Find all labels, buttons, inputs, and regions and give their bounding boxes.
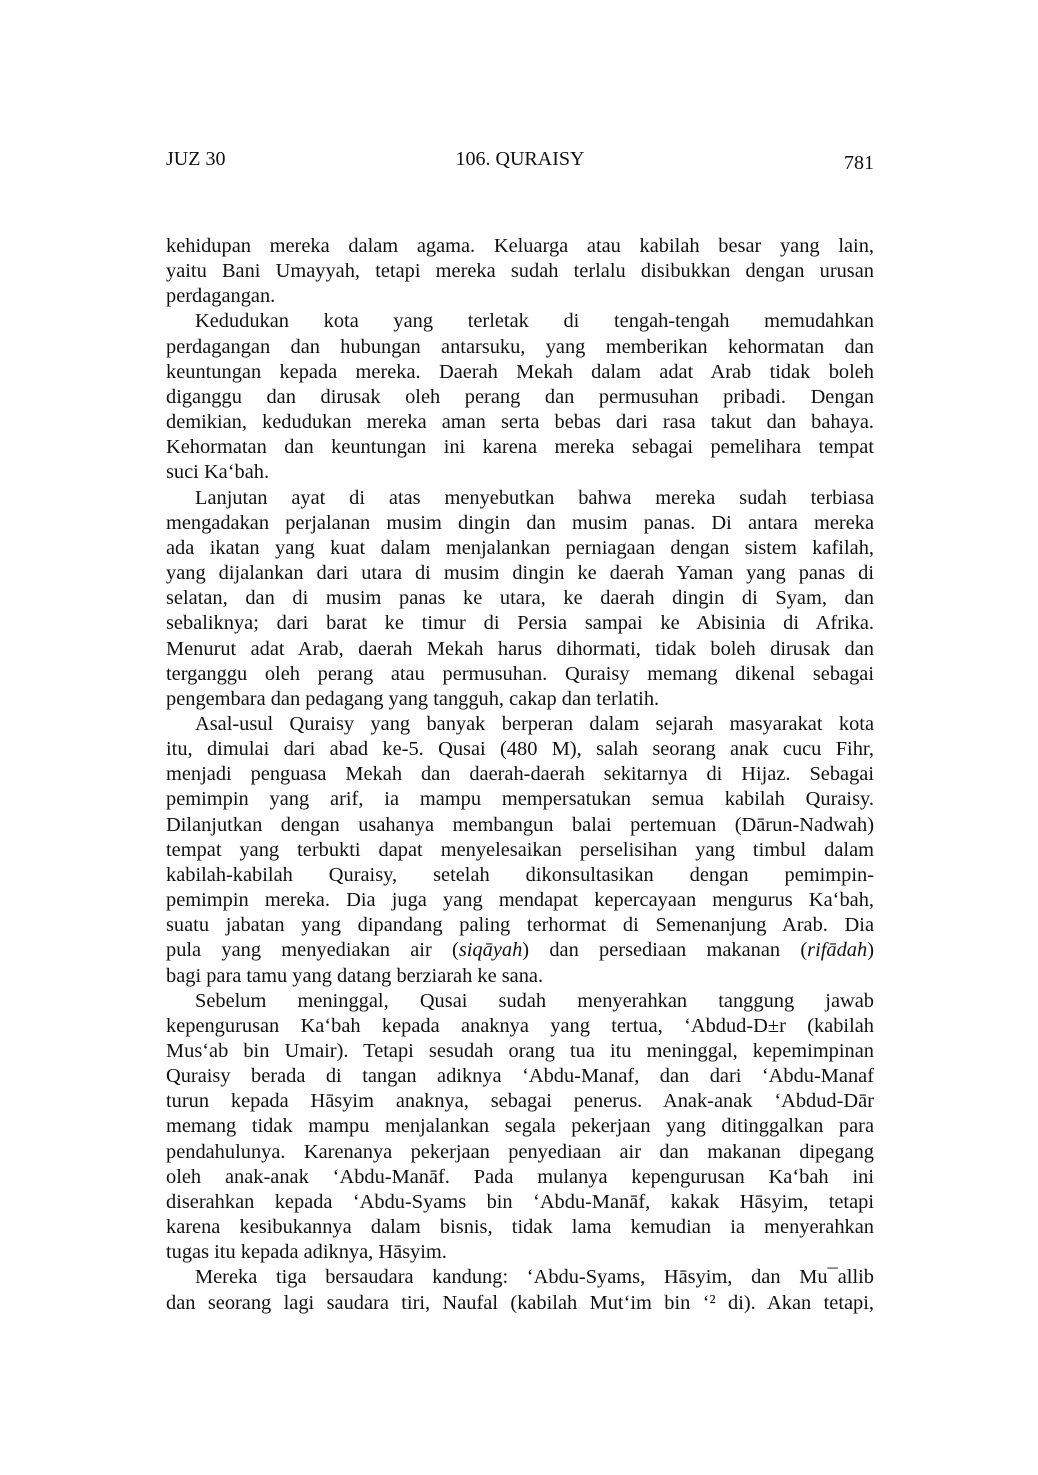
text-line: Dilanjutkan dengan usahanya membangun balai pertemuan (Dārun-Nadwah): [166, 813, 874, 836]
text-line: tempat yang terbukti dapat menyelesaikan perselisihan yang timbul dalam: [166, 838, 874, 861]
juz-label: JUZ 30: [166, 148, 226, 170]
text-line: pendahulunya. Karenanya pekerjaan penyediaan air dan makanan dipegang: [166, 1140, 874, 1163]
text-line: terganggu oleh perang atau permusuhan. Quraisy memang dikenal sebagai: [166, 662, 874, 685]
text-line: memang tidak mampu menjalankan segala pekerjaan yang ditinggalkan para: [166, 1115, 874, 1138]
text-line: Asal-usul Quraisy yang banyak berperan dalam sejarah masyarakat kota: [195, 712, 874, 735]
chapter-title: 106. QURAISY: [455, 148, 585, 170]
text-line: ada ikatan yang kuat dalam menjalankan perniagaan dengan sistem kafilah,: [166, 536, 874, 559]
text-line: Kehormatan dan keuntungan ini karena mereka sebagai pemelihara tempat: [166, 436, 874, 459]
text-line: pengembara dan pedagang yang tangguh, cakap dan terlatih.: [166, 687, 660, 710]
text-line: suci Ka‘bah.: [166, 461, 270, 484]
text-line: Mus‘ab bin Umair). Tetapi sesudah orang tua itu meninggal, kepemimpinan: [166, 1040, 874, 1062]
text-line: menjadi penguasa Mekah dan daerah-daerah sekitarnya di Hijaz. Sebagai: [166, 763, 874, 786]
text-line: bagi para tamu yang datang berziarah ke sana.: [166, 964, 544, 987]
text-line: kehidupan mereka dalam agama. Keluarga atau kabilah besar yang lain,: [166, 235, 874, 257]
text-line: yang dijalankan dari utara di musim dingin ke daerah Yaman yang panas di: [166, 562, 874, 585]
italic-term: rifādah: [807, 939, 868, 962]
body-text: [166, 234, 874, 1316]
text-line: kepengurusan Ka‘bah kepada anaknya yang tertua, ‘Abdud-D±r (kabilah: [166, 1014, 874, 1037]
text-line: Lanjutan ayat di atas menyebutkan bahwa mereka sudah terbiasa: [195, 486, 874, 509]
text-line: Kedudukan kota yang terletak di tengah-tengah memudahkan: [195, 310, 874, 333]
text-line: demikian, kedudukan mereka aman serta bebas dari rasa takut dan bahaya.: [166, 411, 874, 434]
text-line: pula yang menyediakan air (siqāyah) dan persediaan makanan (rifādah): [166, 939, 874, 962]
text-line: mengadakan perjalanan musim dingin dan musim panas. Di antara mereka: [166, 511, 874, 534]
text-line: Sebelum meninggal, Qusai sudah menyerahkan tanggung jawab: [195, 989, 874, 1012]
text-line: perdagangan dan hubungan antarsuku, yang memberikan kehormatan dan: [166, 335, 874, 358]
running-header: [166, 146, 874, 176]
text-line: pemimpin mereka. Dia juga yang mendapat kepercayaan mengurus Ka‘bah,: [166, 889, 874, 912]
text-line: yaitu Bani Umayyah, tetapi mereka sudah terlalu disibukkan dengan urusan: [166, 260, 874, 283]
text-line: selatan, dan di musim panas ke utara, ke daerah dingin di Syam, dan: [166, 587, 874, 610]
page-number: 781: [844, 152, 874, 174]
text-line: pemimpin yang arif, ia mampu mempersatukan semua kabilah Quraisy.: [166, 788, 874, 811]
text-line: perdagangan.: [166, 285, 276, 308]
text-line: oleh anak-anak ‘Abdu-Manāf. Pada mulanya kepengurusan Ka‘bah ini: [166, 1165, 874, 1188]
text-line: Menurut adat Arab, daerah Mekah harus dihormati, tidak boleh dirusak dan: [166, 637, 874, 660]
text-line: sebaliknya; dari barat ke timur di Persia sampai ke Abisinia di Afrika.: [166, 612, 874, 635]
text-line: Quraisy berada di tangan adiknya ‘Abdu-Manaf, dan dari ‘Abdu-Manaf: [166, 1065, 874, 1088]
text-line: turun kepada Hāsyim anaknya, sebagai penerus. Anak-anak ‘Abdud-Dār: [166, 1090, 874, 1113]
text-line: tugas itu kepada adiknya, Hāsyim.: [166, 1241, 447, 1264]
text-line: suatu jabatan yang dipandang paling terhormat di Semenanjung Arab. Dia: [166, 914, 874, 937]
text-line: keuntungan kepada mereka. Daerah Mekah dalam adat Arab tidak boleh: [166, 360, 874, 383]
text-line: kabilah-kabilah Quraisy, setelah dikonsultasikan dengan pemimpin-: [166, 863, 874, 886]
text-line: diganggu dan dirusak oleh perang dan permusuhan pribadi. Dengan: [166, 385, 874, 408]
text-line: dan seorang lagi saudara tiri, Naufal (kabilah Mut‘im bin ‘² di). Akan tetapi,: [166, 1291, 874, 1314]
text-line: karena kesibukannya dalam bisnis, tidak lama kemudian ia menyerahkan: [166, 1216, 874, 1239]
text-line: diserahkan kepada ‘Abdu-Syams bin ‘Abdu-Manāf, kakak Hāsyim, tetapi: [166, 1190, 874, 1213]
text-line: Mereka tiga bersaudara kandung: ‘Abdu-Syams, Hāsyim, dan Mu¯allib: [195, 1266, 874, 1289]
text-line: itu, dimulai dari abad ke-5. Qusai (480 M), salah seorang anak cucu Fihr,: [166, 738, 874, 761]
italic-term: siqāyah: [458, 939, 523, 962]
